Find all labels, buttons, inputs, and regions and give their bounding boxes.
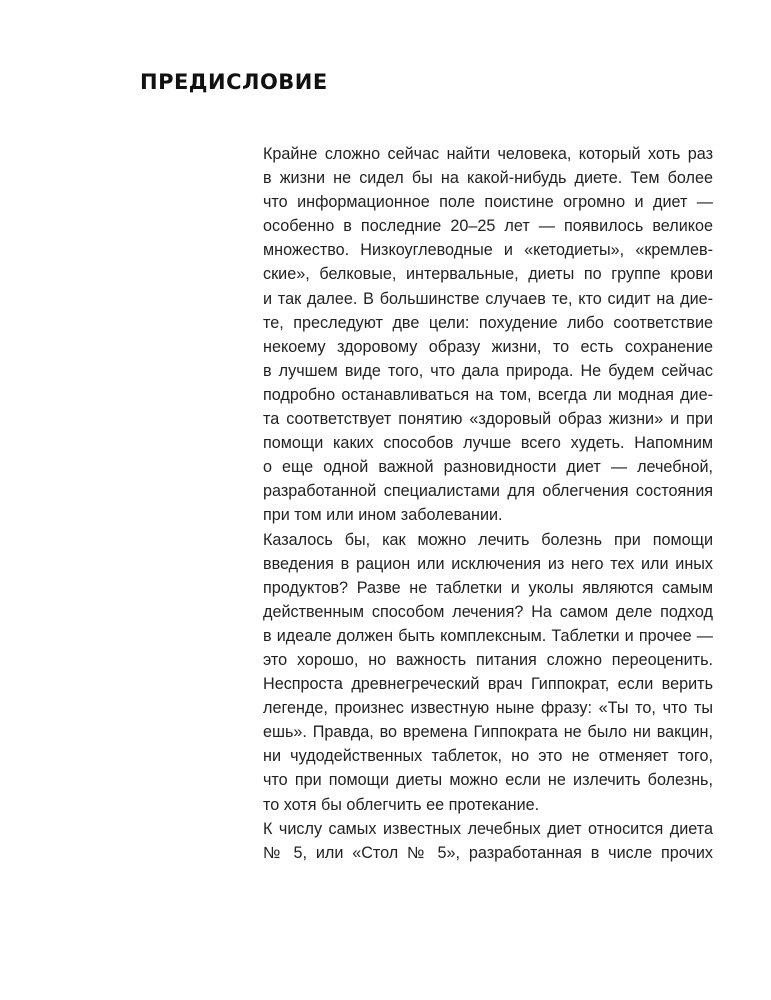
text-line: ские», белковые, интервальные, диеты по группе крови — [263, 265, 713, 284]
text-line: Неспроста древнегреческий врач Гиппократ, если верить — [263, 675, 713, 694]
text-line: № 5, или «Стол № 5», разработанная в числе прочих — [263, 843, 713, 862]
text-line: множество. Низкоуглеводные и «кетодиеты», «кремлев- — [263, 241, 713, 260]
text-line: действенным способом лечения? На самом деле подход — [263, 602, 713, 621]
text-line: подробно останавливаться на том, всегда ли модная дие- — [263, 385, 713, 404]
text-line: продуктов? Разве не таблетки и уколы являются самым — [263, 578, 713, 597]
text-line: в лучшем виде того, что дала природа. Не будем сейчас — [263, 361, 713, 380]
body-text — [263, 142, 713, 865]
page-title: ПРЕДИСЛОВИЕ — [140, 70, 328, 94]
text-line: некоему здоровому образу жизни, то есть сохранение — [263, 337, 713, 356]
text-line: это хорошо, но важность питания сложно переоценить. — [263, 650, 713, 669]
text-line: те, преследуют две цели: похудение либо соответствие — [263, 313, 713, 332]
text-line: что при помощи диеты можно если не излечить болезнь, — [263, 771, 713, 790]
text-line: разработанной специалистами для облегчения состояния — [263, 482, 713, 501]
text-line: то хотя бы облегчить ее протекание. — [263, 795, 540, 814]
text-line: ешь». Правда, во времена Гиппократа не было ни вакцин, — [263, 723, 713, 742]
text-line: введения в рацион или исключения из него тех или иных — [263, 554, 713, 573]
text-line: в жизни не сидел бы на какой-нибудь диете. Тем более — [263, 169, 713, 188]
text-line: К числу самых известных лечебных диет относится диета — [263, 819, 713, 838]
text-line: Казалось бы, как можно лечить болезнь при помощи — [263, 530, 713, 549]
text-line: при том или ином заболевании. — [263, 506, 503, 525]
text-line: помощи каких способов лучше всего худеть. Напомним — [263, 434, 713, 453]
text-line: ни чудодейственных таблеток, но это не отменяет того, — [263, 747, 713, 766]
text-line: Крайне сложно сейчас найти человека, который хоть раз — [263, 145, 713, 163]
text-line: о еще одной важной разновидности диет — лечебной, — [263, 458, 713, 477]
text-line: легенде, произнес известную ныне фразу: «Ты то, что ты — [263, 699, 713, 718]
text-line: что информационное поле поистине огромно и диет — — [263, 193, 713, 212]
text-line: особенно в последние 20–25 лет — появилось великое — [263, 217, 713, 236]
text-line: и так далее. В большинстве случаев те, кто сидит на дие- — [263, 289, 713, 308]
text-line: в идеале должен быть комплексным. Таблетки и прочее — — [263, 626, 713, 645]
text-line: та соответствует понятию «здоровый образ жизни» и при — [263, 410, 713, 429]
